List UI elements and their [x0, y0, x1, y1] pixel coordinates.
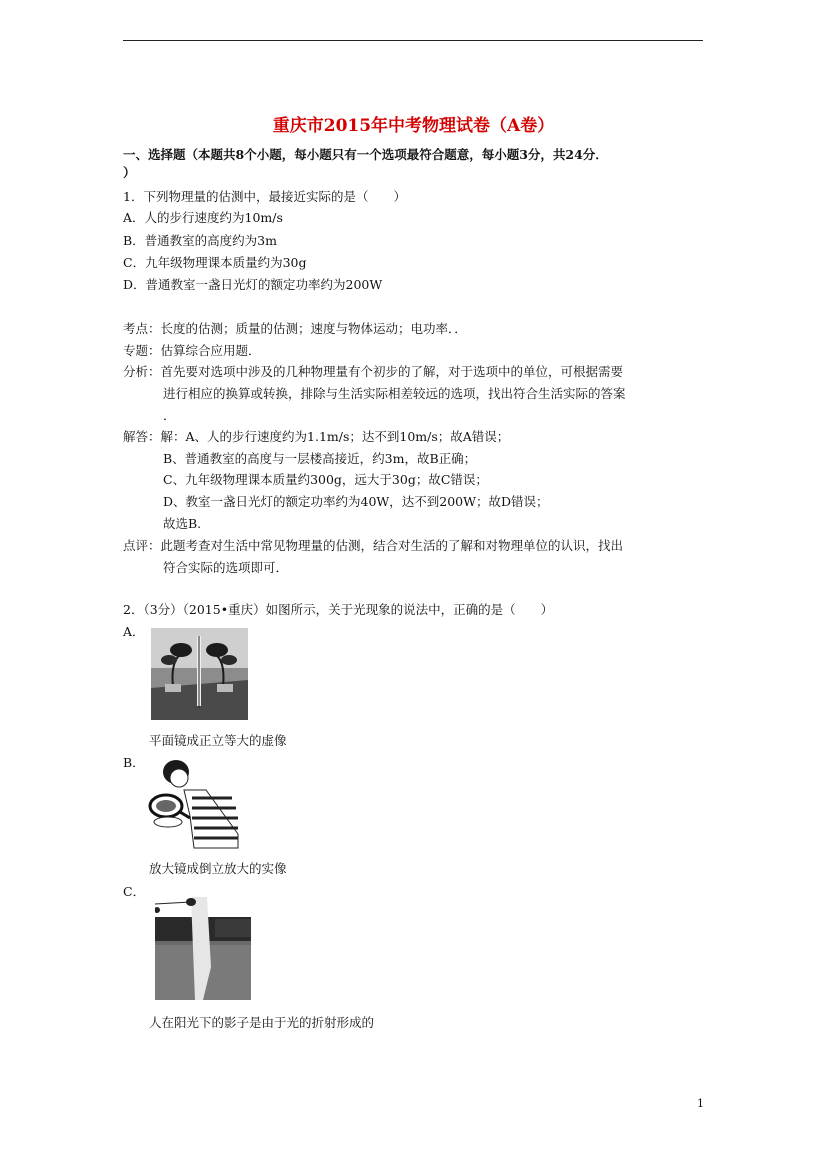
question-2-option-a-letter: A．	[123, 624, 145, 639]
fenxi-line-3: ．	[163, 408, 176, 423]
question-1-option-a: A．人的步行速度约为10m/s	[123, 210, 283, 225]
mirror-image-photo	[151, 628, 248, 720]
jieda-line-4: D、教室一盏日光灯的额定功率约为40W，达不到200W；故D错误；	[163, 494, 549, 509]
question-1-option-b: B．普通教室的高度约为3m	[123, 233, 277, 248]
header-rule	[123, 40, 703, 41]
dianping-line-2: 符合实际的选项即可．	[163, 560, 289, 575]
kaodian-line: 考点：长度的估测；质量的估测；速度与物体运动；电功率．．	[123, 321, 467, 336]
jieda-line-1: 解答：解：A、人的步行速度约为1.1m/s；达不到10m/s；故A错误；	[123, 429, 510, 444]
question-2-option-b-caption: 放大镜成倒立放大的实像	[149, 861, 287, 876]
section-heading: 一、选择题（本题共8个小题，每小题只有一个选项最符合题意，每小题3分，共24分．	[123, 147, 608, 162]
jieda-line-2: B、普通教室的高度与一层楼高接近，约3m，故B正确；	[163, 451, 477, 466]
question-2-option-c-letter: C．	[123, 884, 146, 899]
shadow-photo	[155, 897, 251, 1000]
fenxi-line-1: 分析：首先要对选项中涉及的几种物理量有个初步的了解，对于选项中的单位，可根据需要	[123, 364, 624, 379]
section-heading-cont: ）	[123, 165, 136, 180]
dianping-line-1: 点评：此题考查对生活中常见物理量的估测，结合对生活的了解和对物理单位的认识，找出	[123, 538, 624, 553]
jieda-line-5: 故选B.	[163, 516, 202, 531]
question-1-option-c: C．九年级物理课本质量约为30g	[123, 255, 307, 270]
page-title: 重庆市2015年中考物理试卷（A卷）	[272, 116, 555, 136]
question-1-option-d: D．普通教室一盏日光灯的额定功率约为200W	[123, 277, 383, 292]
zhuanti-line: 专题：估算综合应用题．	[123, 343, 261, 358]
question-1-stem: 1．下列物理量的估测中，最接近实际的是（ ）	[123, 189, 406, 204]
magnifier-boy-illustration	[146, 756, 242, 850]
question-2-stem: 2．（3分）（2015•重庆）如图所示，关于光现象的说法中，正确的是（ ）	[123, 602, 554, 617]
page-number: 1	[697, 1097, 704, 1110]
question-2-option-b-letter: B．	[123, 755, 145, 770]
jieda-line-3: C、九年级物理课本质量约300g，远大于30g；故C错误；	[163, 472, 488, 487]
question-2-option-a-caption: 平面镜成正立等大的虚像	[149, 733, 287, 748]
question-2-option-c-caption: 人在阳光下的影子是由于光的折射形成的	[149, 1015, 375, 1030]
fenxi-line-2: 进行相应的换算或转换，排除与生活实际相差较远的选项，找出符合生活实际的答案	[163, 386, 626, 401]
